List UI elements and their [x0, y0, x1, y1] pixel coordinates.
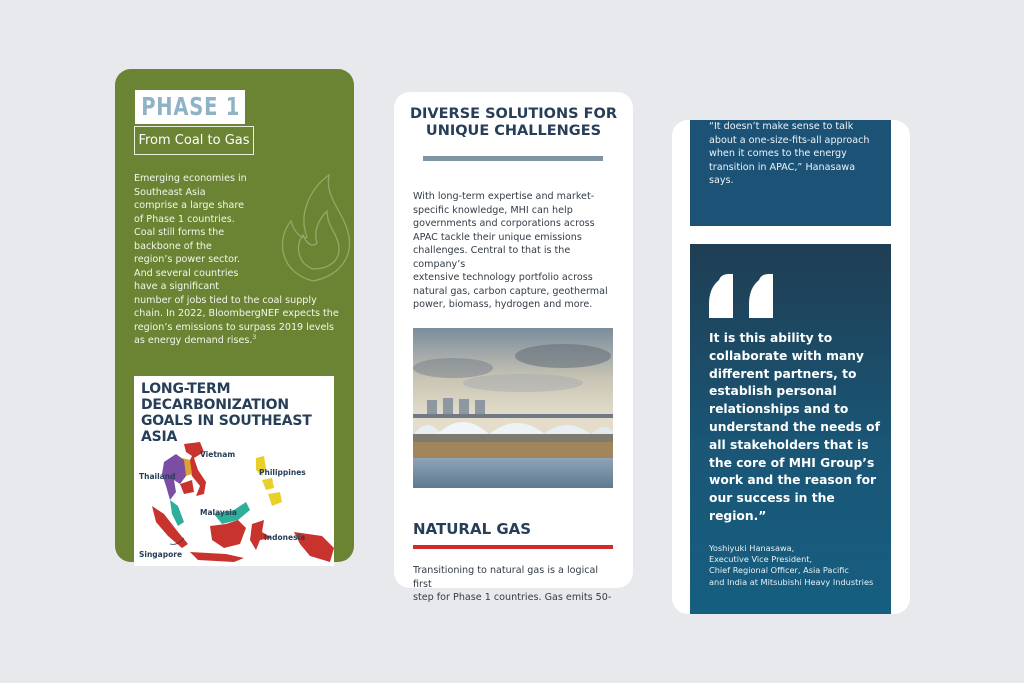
quote-line: work and the reason for [709, 473, 877, 488]
attribution-line: Yoshiyuki Hanasawa, [709, 543, 795, 553]
map-label-malaysia: Malaysia [200, 508, 237, 517]
java-shape [190, 552, 244, 562]
body-line: Southeast Asia [134, 186, 206, 198]
solutions-body-text [413, 190, 618, 312]
body-line: extensive technology portfolio across [413, 272, 593, 283]
hanasawa-quote-card [672, 120, 910, 614]
map-label-vietnam: Vietnam [200, 450, 236, 459]
top-quote-panel [690, 120, 891, 226]
quote-line: about a one-size-fits-all approach [709, 134, 870, 146]
sumatra-shape [152, 506, 188, 548]
goals-title: LONG-TERM DECARBONIZATION GOALS IN SOUTHEAST ASIA [141, 381, 312, 445]
quote-line: “It doesn’t make sense to talk [709, 121, 854, 132]
quote-line: all stakeholders that is [709, 437, 869, 452]
phase-1-card [115, 69, 354, 562]
body-line: number of jobs tied to the coal supply [134, 294, 317, 306]
natural-gas-body-text [413, 564, 618, 605]
map-label-indonesia: Indonesia [264, 533, 306, 542]
quote-line: understand the needs of [709, 419, 880, 434]
quote-line: relationships and to [709, 402, 849, 417]
body-line: With long-term expertise and market- [413, 191, 595, 202]
section-title: DIVERSE SOLUTIONS FOR UNIQUE CHALLENGES [409, 106, 618, 139]
body-line: APAC tackle their unique emissions [413, 231, 582, 243]
phase-subtitle: From Coal to Gas [134, 126, 254, 155]
attribution-line: Chief Regional Officer, Asia Pacific [709, 565, 849, 576]
quote-line: our success in the [709, 491, 835, 506]
attribution-line: Executive Vice President, [709, 554, 813, 565]
body-line-text: as energy demand rises. [134, 335, 253, 346]
quote-line: transition in APAC,” Hanasawa [709, 161, 856, 173]
body-line: governments and corporations across [413, 218, 595, 229]
body-line: step for Phase 1 countries. Gas emits 50- [413, 592, 612, 603]
attribution-line: and India at Mitsubishi Heavy Industries [709, 576, 874, 587]
body-line [134, 334, 339, 348]
body-line: have a significant [134, 281, 220, 292]
title-divider [423, 156, 603, 161]
malaysia-peninsula-shape [170, 500, 184, 526]
quote-line: collaborate with many [709, 348, 864, 363]
body-line: natural gas, carbon capture, geothermal [413, 285, 608, 297]
body-line: challenges. Central to that is the company’s [413, 245, 571, 270]
philippines-visayas-shape [262, 478, 274, 490]
quote-line: different partners, to [709, 366, 857, 381]
borneo-shape [210, 520, 246, 548]
body-line: region’s power sector. [134, 254, 241, 265]
map-label-singapore: Singapore [139, 550, 183, 559]
phase-1-body-text [134, 172, 339, 348]
quote-line: the core of MHI Group’s [709, 455, 875, 470]
phase-label: PHASE 1 [135, 90, 245, 124]
body-line: Coal still forms the [134, 227, 225, 238]
quote-line: says. [709, 175, 734, 186]
body-line: region’s emissions to surpass 2019 levels [134, 321, 335, 333]
quote-line: region.” [709, 508, 767, 523]
top-quote-text [709, 120, 889, 188]
pull-quote-panel [690, 244, 891, 614]
body-line: chain. In 2022, BloombergNEF expects the [134, 308, 339, 319]
map-label-thailand: Thailand [139, 472, 176, 481]
body-line: And several countries [134, 267, 239, 279]
body-line: of Phase 1 countries. [134, 213, 235, 225]
natural-gas-heading: NATURAL GAS [413, 520, 532, 538]
quotation-mark-icon [709, 274, 775, 320]
diverse-solutions-card [394, 92, 633, 603]
pull-quote-text [709, 330, 884, 526]
footnote-marker: 3 [252, 333, 257, 341]
body-line: Transitioning to natural gas is a logical first [413, 565, 599, 590]
quote-line: establish personal [709, 384, 837, 399]
body-line: comprise a large share [134, 200, 245, 211]
cambodia-shape [180, 480, 194, 494]
map-label-philippines: Philippines [259, 468, 306, 477]
decarbonization-goals-map [134, 376, 334, 566]
body-line: power, biomass, hydrogen and more. [413, 299, 593, 310]
natural-gas-divider [413, 545, 613, 549]
quote-attribution [709, 543, 889, 588]
philippines-mindanao-shape [268, 492, 282, 506]
body-line: Emerging economies in [134, 173, 247, 184]
body-line: backbone of the [134, 240, 212, 252]
quote-line: when it comes to the energy [709, 148, 847, 159]
body-line: specific knowledge, MHI can help [413, 204, 573, 216]
lng-terminal-photo [413, 328, 613, 488]
quote-line: It is this ability to [709, 331, 833, 345]
